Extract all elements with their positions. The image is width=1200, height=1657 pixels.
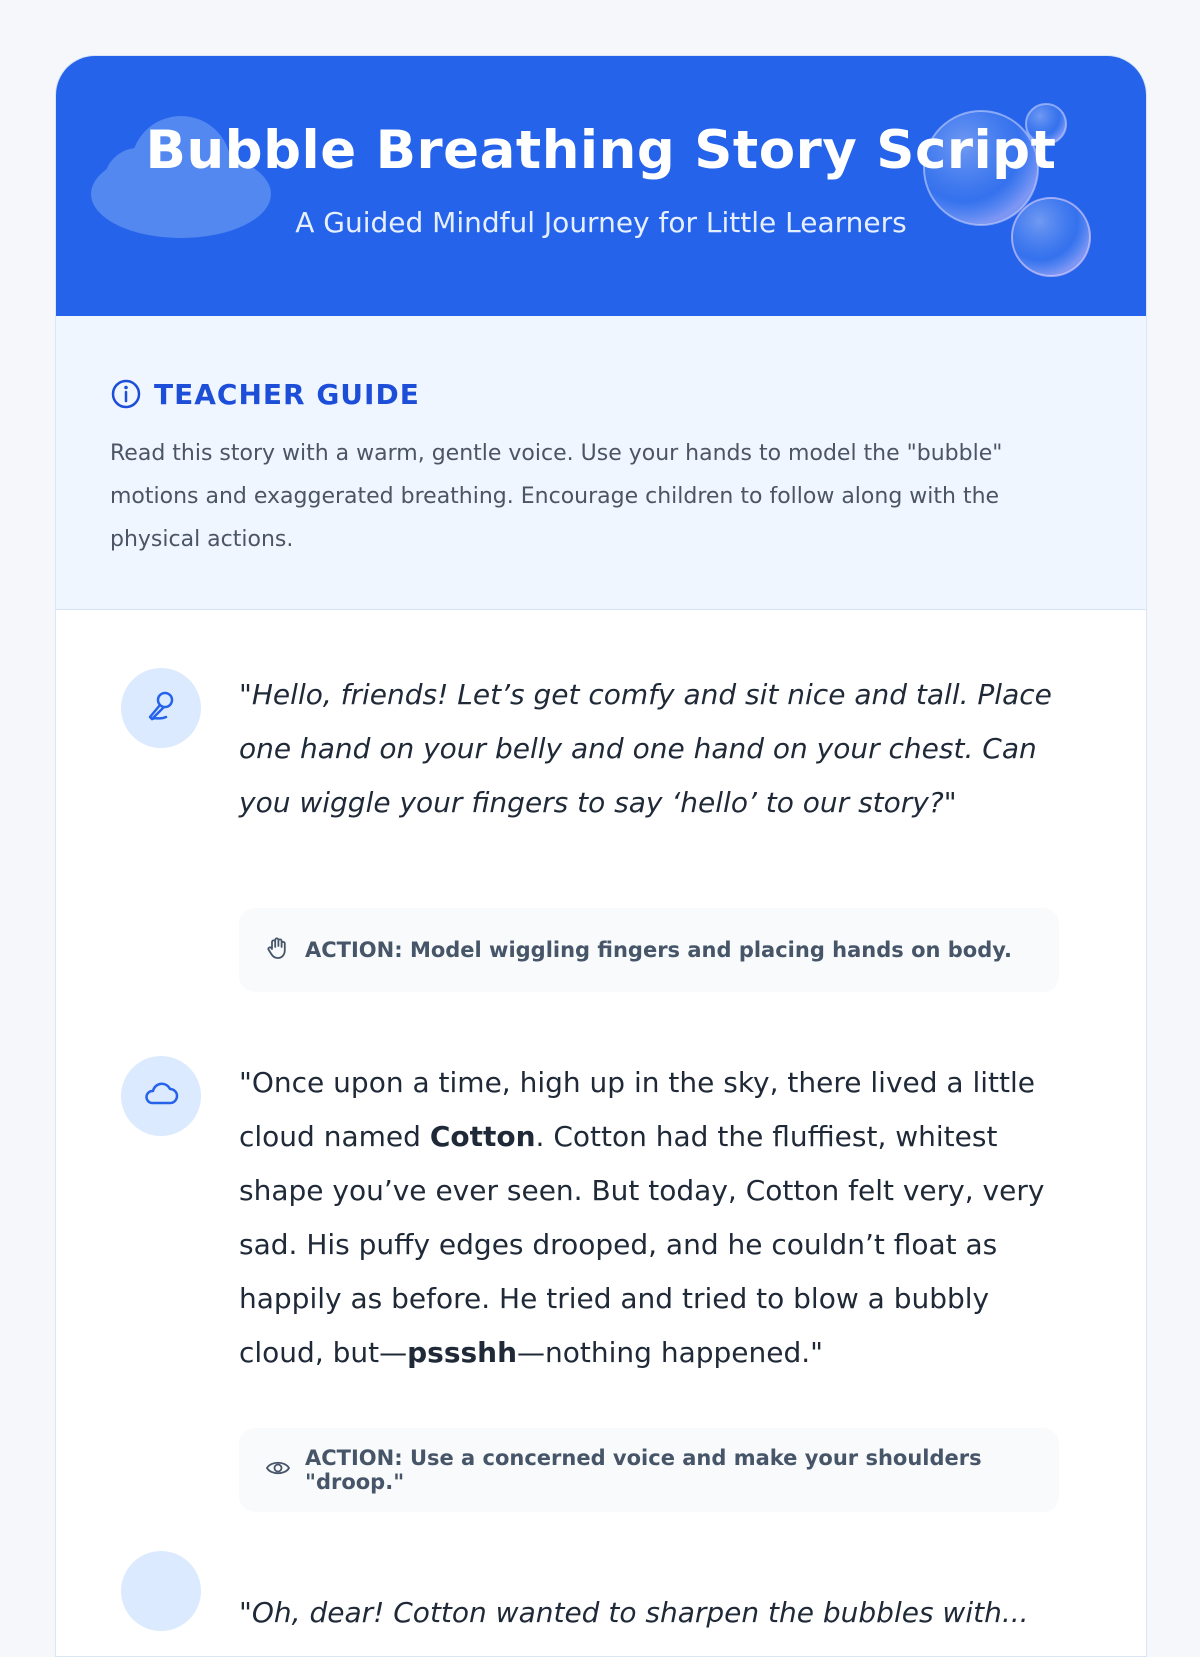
- cloud-icon: [141, 1074, 181, 1118]
- action-note: [239, 908, 1059, 992]
- story-text-part: . Cotton had the fluffiest, whitest shape you’ve ever seen. But today, Cotton felt very, very sad. His puffy edges drooped, and he couldn’t float as happily as before. He tried and tried to blow a bubbly cloud, but—: [239, 1120, 1045, 1369]
- story-text: [239, 1056, 1074, 1380]
- step-icon-circle: [121, 668, 201, 748]
- teacher-guide-text: Read this story with a warm, gentle voice. Use your hands to model the "bubble" motions and exaggerated breathing. Encourage children to follow along with the physical actions.: [110, 441, 1003, 552]
- story-step: [121, 1056, 1081, 1496]
- header-banner: [56, 56, 1146, 316]
- story-text-part: "Once upon a time, high up in the sky, there lived a little cloud named: [239, 1066, 1036, 1153]
- step-icon-circle: [121, 1551, 201, 1631]
- step-icon-circle: [121, 1056, 201, 1136]
- story-text: "Hello, friends! Let’s get comfy and sit nice and tall. Place one hand on your belly and one hand on your chest. Can you wiggle your fingers to say ‘hello’ to our story?": [239, 678, 1052, 819]
- action-text: ACTION: Use a concerned voice and make your shoulders "droop.": [305, 1446, 982, 1494]
- teacher-guide-title: TEACHER GUIDE: [154, 377, 420, 411]
- action-note: [239, 1428, 1059, 1512]
- microphone-icon: [142, 687, 180, 729]
- bubbles-decoration: [56, 56, 1146, 316]
- sound-effect: pssshh: [407, 1336, 518, 1369]
- teacher-guide-panel: [56, 316, 1146, 610]
- character-name: Cotton: [429, 1120, 536, 1153]
- story-card: [55, 55, 1147, 1657]
- action-text: ACTION: Model wiggling fingers and placing hands on body.: [305, 938, 1012, 962]
- info-icon: [110, 378, 142, 410]
- page-subtitle: A Guided Mindful Journey for Little Learners: [295, 206, 907, 239]
- hand-icon: [265, 935, 291, 965]
- story-text: "Oh, dear! Cotton wanted to sharpen the bubbles with...: [239, 1596, 1029, 1629]
- page-title: Bubble Breathing Story Script: [145, 120, 1057, 181]
- eye-icon: [265, 1455, 291, 1485]
- story-step: [121, 668, 1081, 998]
- story-text-part: —nothing happened.": [517, 1336, 824, 1369]
- teacher-guide-heading: [110, 374, 420, 414]
